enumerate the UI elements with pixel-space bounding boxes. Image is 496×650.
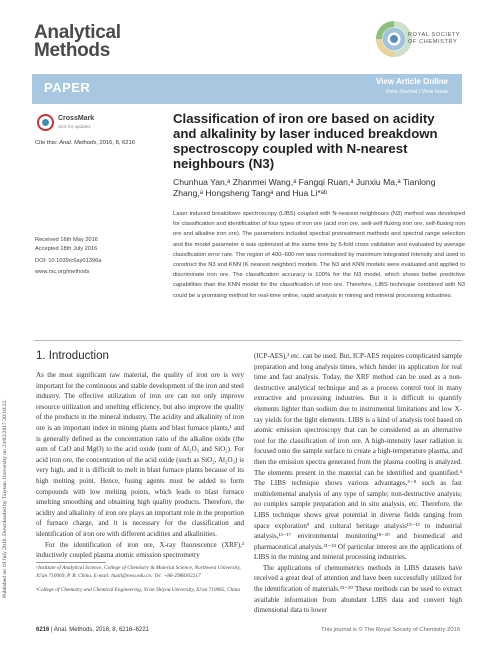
citation-prefix: Cite this: (35, 140, 58, 146)
paper-banner (32, 74, 462, 104)
page-number: 6216 (36, 627, 50, 633)
view-article-online-link[interactable]: View Article Online (375, 77, 448, 86)
journal-title-line2: Methods (34, 40, 111, 61)
copyright-notice: This journal is © The Royal Society of Chemistry 2016 (321, 627, 460, 633)
section-divider (34, 340, 462, 341)
abstract: Laser induced breakdown spectroscopy (LIBS) coupled with N-nearest neighbours (N3) method was developed for classification and identification of four types of iron ore (acid iron ore, seili-self fluxing iron ore, self-fluxing iron ore and alkaline iron ore). The parameters included spectral pretreatment methods and spectral range selection and the model parameter α was optimized at the same time by 5-fold cross validation and evaluated by average classification error rate. The region of 400–600 nm was normalized by maximum integrated intensity and used to construct the N3 and KNN (K nearest neighbor) models. The N3 and KNN models were evaluated and applied to discriminate iron ore. The classification accuracy is 100% for the N3 model, which shows better predictive capabilities than the KNN model for the classification of iron ore. Therefore, LIBS technique combined with N3 could be a promising method for real-time online, rapid analysis in mining and mineral processing industries. (173, 211, 465, 299)
doi[interactable]: DOI: 10.1039/c6ay01396a (35, 258, 102, 264)
footer-citation: | Anal. Methods, 2016, 8, 6216–6221 (49, 627, 149, 633)
footnote-affiliation-b: ᵇCollege of Chemistry and Chemical Engineering, Xi'an Shiyou University, Xi'an 710065, China (36, 587, 241, 593)
publication-side-note: Published on 19 July 2016. Downloaded by Taiyuan University on 23/02/2017 20:10:22. (2, 399, 8, 598)
citation-journal: Anal. Methods (59, 140, 97, 146)
received-date: Received 16th May 2016 (35, 237, 98, 243)
citation-rest: , 2016, 8, 6216 (96, 140, 135, 146)
crossmark-label: CrossMark (58, 115, 95, 122)
body-column-left (36, 370, 244, 561)
body-column-right (254, 351, 462, 616)
section-heading: 1. Introduction (36, 350, 109, 362)
page-footer-left (36, 627, 149, 633)
body-paragraph: For the identification of iron ore, X-ray fluorescence (XRF),² inductively coupled plasma atomic emission spectrometry (36, 540, 244, 560)
body-paragraph: The applications of chemometrics methods in LIBS datasets have received a great deal of attention and have been successfully utilized for the identification of materials.²⁵⁻³⁰ These methods can be used to extract available information from abundant LIBS data and convert high dimensional data to lower (254, 563, 462, 615)
publisher-line1: ROYAL SOCIETY (408, 32, 461, 38)
journal-website-link[interactable]: www.rsc.org/methods (35, 269, 90, 275)
accepted-date: Accepted 18th July 2016 (35, 246, 98, 252)
body-paragraph: As the most significant raw material, the quality of iron ore is very important for the continuous and stable development of the iron and steel industry. The effective utilization of iron ore can not only improve resource utilization and smelting efficiency, but also improve the quality of the products in the mineral industry. The acidity and alkalinity of iron ore is an important index in mining plants and blast furnace plants,¹ and is generally defined as the concentration ratio of the alkaline oxide (the sum of CaO and MgO) to the acid oxide (sum of Al₂O₃ and SiO₂). For acid iron ore, the concentration of the acid oxide (such as SiO₂, Al₂O₃) is very high, and it is difficult to melt in blast furnace plants because of its high melting point. Hence, fusing agents must be added to form compounds with low melting points, which leads to blast furnace smelting smoothing and obtaining high quality products. Therefore, the acidity and alkalinity of iron ore plays an important role in the proportion of furnace charge, and it is necessary for the classification and identification of iron ore with different acidities and alkalinities. (36, 371, 244, 538)
publisher-name (408, 32, 460, 45)
view-journal-issue-link[interactable]: View Journal | View Issue (385, 89, 448, 95)
citation (35, 140, 135, 146)
body-paragraph: (ICP-AES),³ etc. can be used. But, ICP-AES requires complicated sample preparation and long analysis times, which hinder its application for real time and fast analysis. Today, the XRF method can be used as a non-destructive analytical technique and as a process control tool in many extractive and processing industries. But it is difficult to quantify elements lighter than sodium due to instrumental limitations and low X-ray yields for the light elements. LIBS is a kind of analysis tool based on atomic emission spectroscopy that can be considered as an alternative tool for the classification of iron ore. A high-intensity laser radiation is focused onto the sample surface to create a high-temperature plasma, and then the emission spectra generated from the plasma cooling is analyzed. The elements present in the material can be identified and quantified.⁴ The LIBS technique shows various advantages,⁵⁻⁸ such as fast multielemental analysis of any type of sample; non-destructive analysis; no complex sample preparation and in situ analysis, etc. Therefore, the LIBS technique shows great potential in diverse fields ranging from space exploration⁹ and cultural heritage analysis¹⁰⁻¹² to industrial analysis,¹³⁻¹⁷ environmental monitoring¹⁸⁻²⁰ and biomedical and pharmaceutical analysis.²¹⁻²⁴ Of particular interest are the applications of LIBS in the mining and mineral processing industries. (254, 352, 462, 562)
crossmark-sublabel: click for updates (58, 124, 91, 129)
author-list: Chunhua Yan,ᵃ Zhanmei Wang,ᵃ Fangqi Ruan,ᵃ Junxiu Ma,ᵃ Tianlong Zhang,ᵃ Hongsheng Tangᵃ and Hua Li*ᵃᵇ (173, 177, 436, 198)
footnote-affiliation-a: ᵃInstitute of Analytical Science, College of Chemistry & Material Science, Northwest University, Xi'an 710069, P. R. China. E-mail: huali@nwu.edu.cn; Tel: +86-2988302217 (36, 565, 241, 579)
publisher-line2: OF CHEMISTRY (408, 38, 458, 45)
section-type: PAPER (44, 80, 91, 95)
crossmark-button[interactable] (37, 112, 147, 134)
article-title: Classification of iron ore based on acidity and alkalinity by laser induced breakdown spectroscopy coupled with N-nearest neighbours (N3) (173, 111, 438, 171)
footnote-divider (36, 562, 106, 563)
crossmark-icon (37, 114, 54, 131)
article-dates (35, 236, 98, 254)
journal-title (34, 24, 121, 60)
journal-title-line1: Analytical (34, 22, 121, 43)
